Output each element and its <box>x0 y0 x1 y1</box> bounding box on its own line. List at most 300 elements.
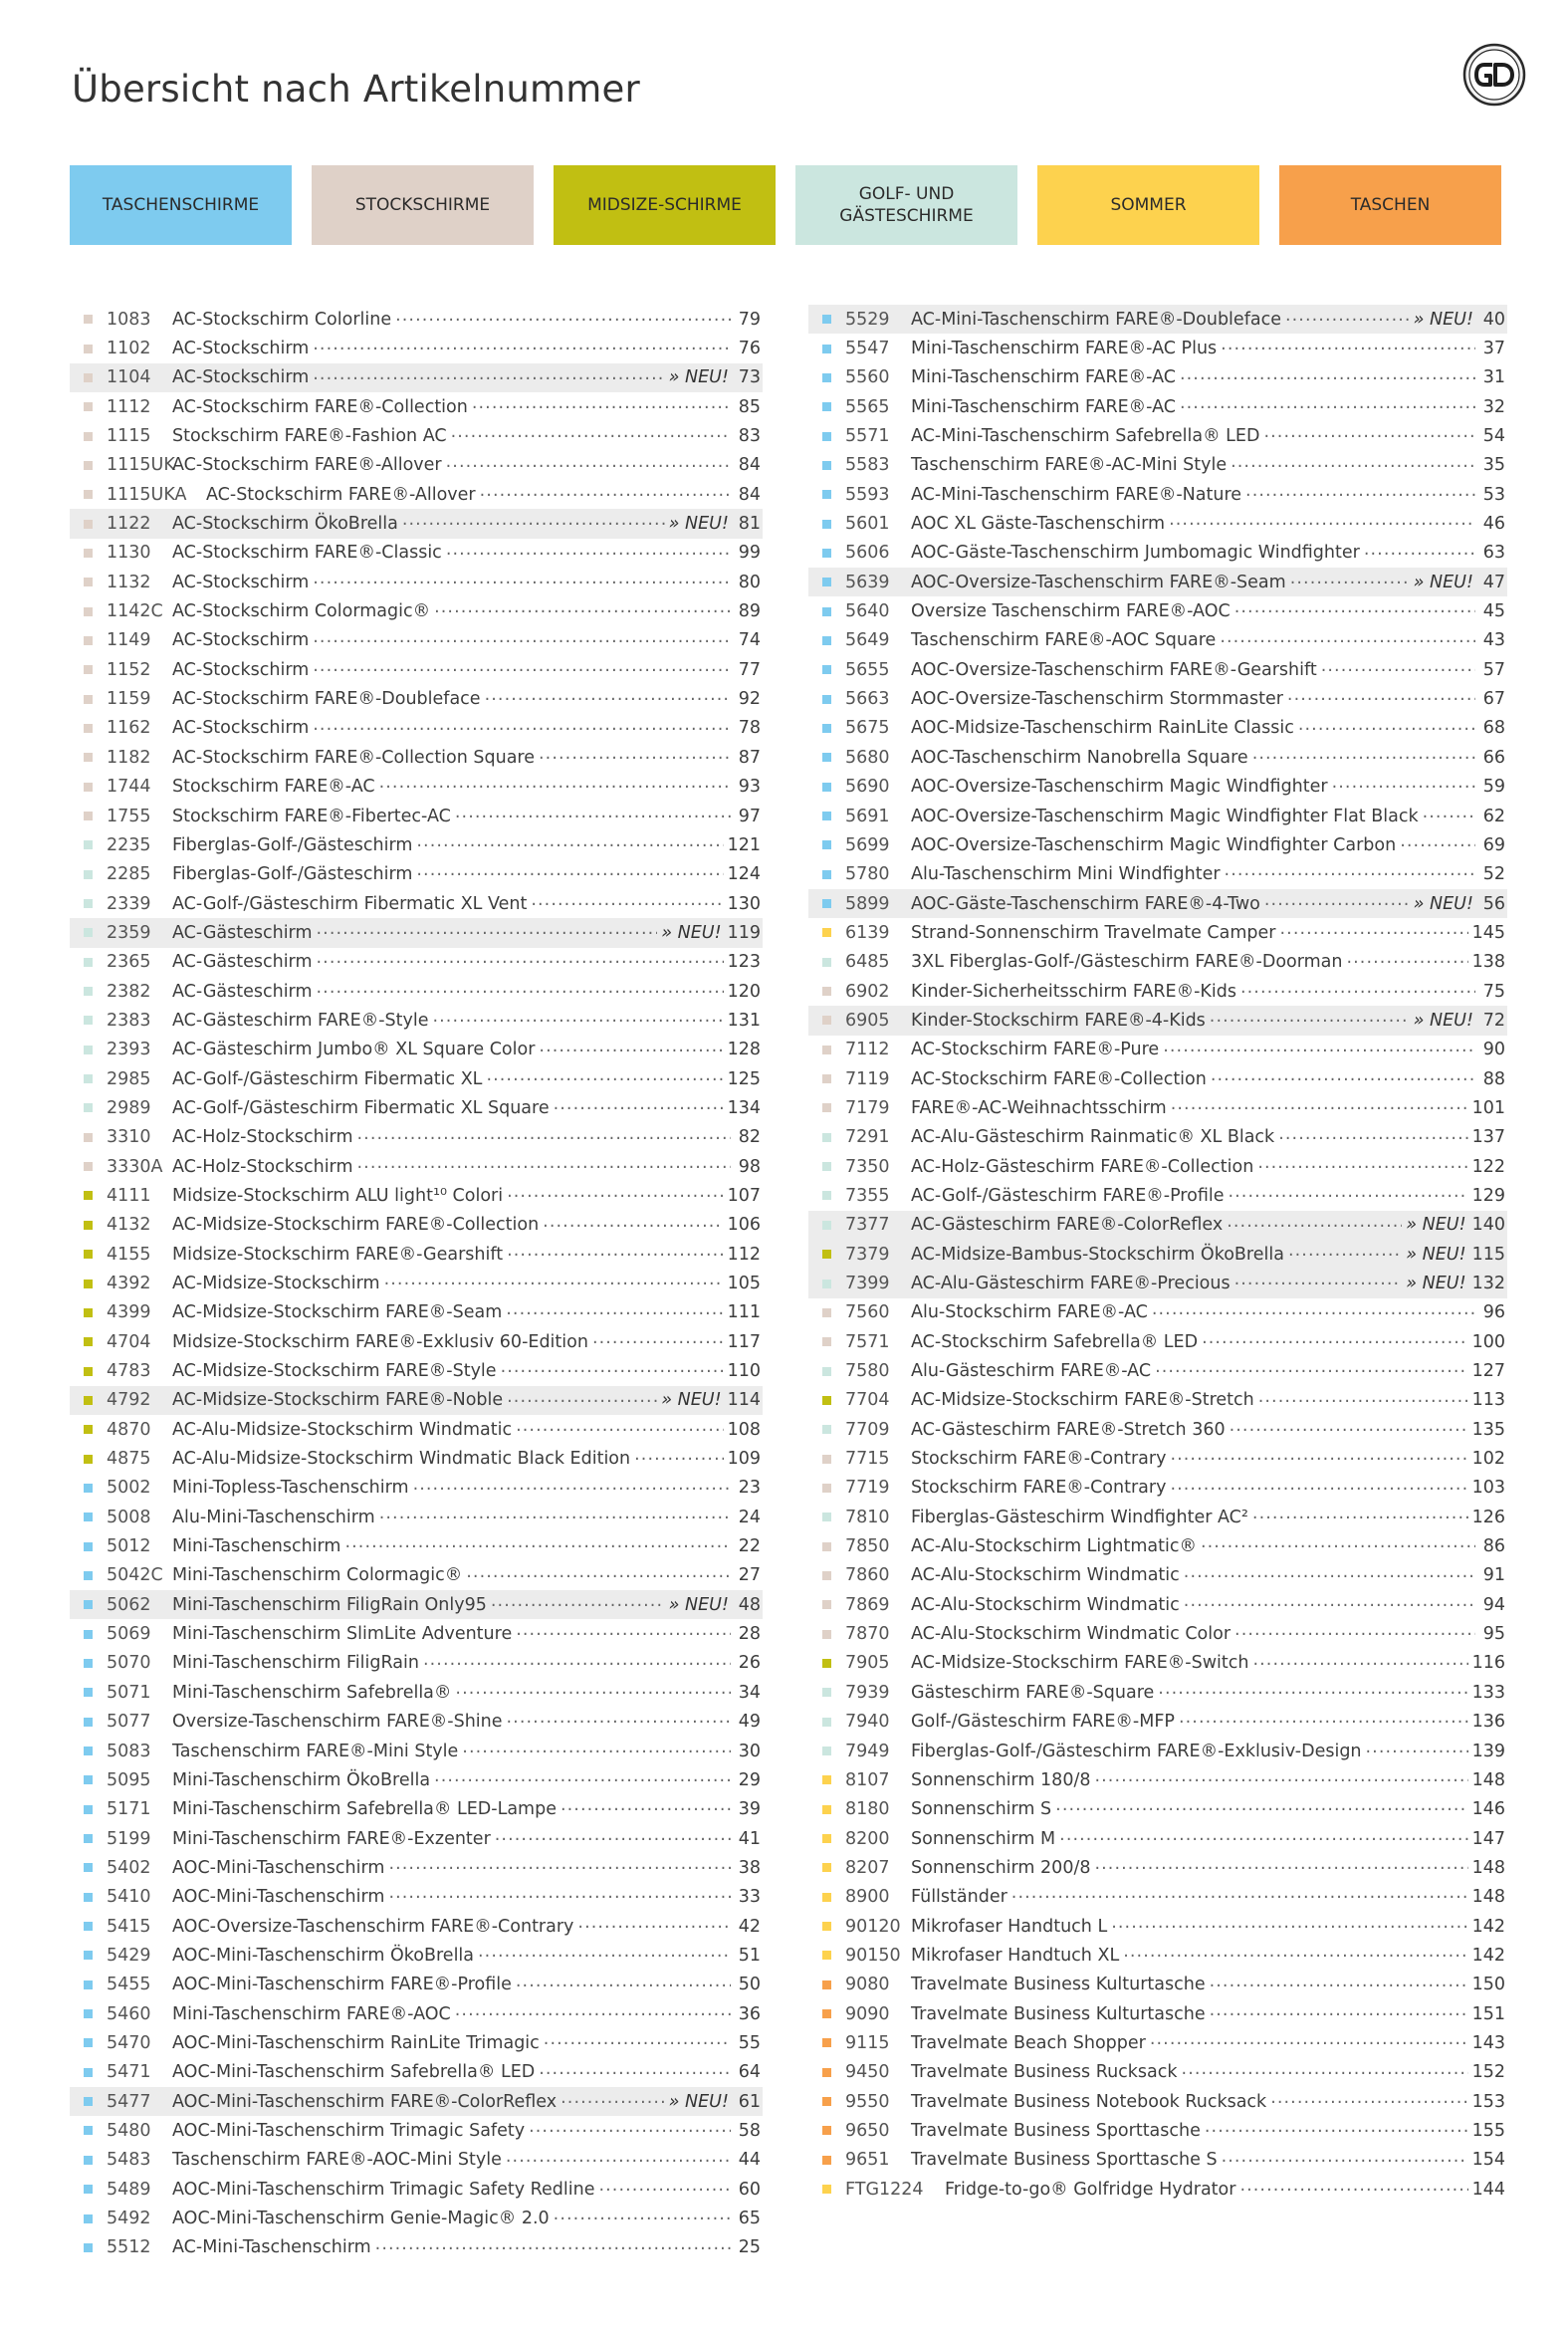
article-name: AC-Stockschirm FARE®-Collection <box>172 396 468 417</box>
article-name: Füllständer <box>911 1887 1008 1908</box>
article-number: 5593 <box>845 484 890 505</box>
article-number: 7179 <box>845 1097 890 1118</box>
list-item <box>808 451 1507 480</box>
article-number: 5402 <box>107 1857 151 1878</box>
list-item <box>808 1415 1507 1444</box>
article-name: AC-Gästeschirm <box>172 922 313 943</box>
page-number: 79 <box>738 309 761 330</box>
category-marker-icon <box>822 373 831 382</box>
page-number: 126 <box>1471 1507 1505 1527</box>
leader-dots <box>1158 1681 1467 1699</box>
leader-dots <box>413 1477 731 1495</box>
category-marker-icon <box>84 1834 93 1843</box>
category-marker-icon <box>84 840 93 849</box>
category-marker-icon <box>822 870 831 879</box>
leader-dots <box>598 2178 731 2196</box>
page-number: 27 <box>738 1565 761 1586</box>
page-number: 137 <box>1471 1127 1505 1148</box>
article-name: Travelmate Business Kulturtasche <box>911 1975 1206 1995</box>
list-item <box>808 1181 1507 1210</box>
article-number: 4783 <box>107 1361 151 1382</box>
leader-dots <box>1245 483 1475 501</box>
article-name: AC-Golf-/Gästeschirm Fibermatic XL Vent <box>172 893 528 914</box>
category-marker-icon <box>84 315 93 324</box>
leader-dots <box>1258 1389 1468 1407</box>
category-marker-icon <box>84 1542 93 1551</box>
page-number: 145 <box>1471 922 1505 943</box>
article-name: AC-Stockschirm FARE®-Classic <box>172 543 442 564</box>
leader-dots <box>1179 1710 1468 1728</box>
list-item <box>70 743 763 772</box>
page-number: 35 <box>1482 455 1505 476</box>
leader-dots <box>507 1184 724 1202</box>
page-number: 113 <box>1471 1390 1505 1411</box>
list-item <box>808 1269 1507 1297</box>
list-item <box>808 1386 1507 1415</box>
article-number: 5477 <box>107 2091 151 2112</box>
leader-dots <box>1364 542 1475 560</box>
leader-dots <box>1201 1534 1475 1552</box>
category-marker-icon <box>84 345 93 353</box>
article-list-left <box>70 305 763 2262</box>
article-name: AC-Stockschirm Safebrella® LED <box>911 1331 1199 1352</box>
list-item <box>808 977 1507 1006</box>
article-number: 5070 <box>107 1653 151 1674</box>
article-name: AC-Holz-Gästeschirm FARE®-Collection <box>911 1156 1254 1177</box>
article-number: 4875 <box>107 1449 151 1470</box>
category-marker-icon <box>822 665 831 674</box>
category-marker-icon <box>84 1425 93 1434</box>
article-number: 9450 <box>845 2062 890 2083</box>
article-name: AC-Golf-/Gästeschirm FARE®-Profile <box>911 1185 1225 1206</box>
page-number: 89 <box>738 601 761 622</box>
new-badge: » NEU! <box>661 922 722 943</box>
category-marker-icon <box>822 1046 831 1054</box>
list-item <box>808 1561 1507 1590</box>
article-number: 7870 <box>845 1624 890 1645</box>
article-name: Kinder-Stockschirm FARE®-4-Kids <box>911 1010 1206 1031</box>
article-name: Sonnenschirm 200/8 <box>911 1857 1091 1878</box>
leader-dots <box>1170 1447 1467 1465</box>
article-number: 1102 <box>107 339 151 359</box>
leader-dots <box>554 2207 731 2224</box>
page-number: 111 <box>727 1302 761 1323</box>
category-marker-icon <box>84 899 93 908</box>
article-name: Mini-Taschenschirm FiligRain Only95 <box>172 1594 487 1615</box>
list-item <box>70 1269 763 1297</box>
category-golf-und-gästeschirme <box>795 165 1017 245</box>
leader-dots <box>1094 1768 1467 1786</box>
leader-dots <box>1332 775 1475 793</box>
article-name: AOC-Oversize-Taschenschirm Magic Windfighter <box>911 777 1328 798</box>
leader-dots <box>1169 512 1475 530</box>
article-name: AC-Alu-Midsize-Stockschirm Windmatic Black Edition <box>172 1449 631 1470</box>
leader-dots <box>1234 1272 1403 1289</box>
list-item <box>70 1971 763 1999</box>
article-name: AC-Gästeschirm FARE®-ColorReflex <box>911 1215 1224 1236</box>
leader-dots <box>357 1126 732 1144</box>
category-label: MIDSIZE-SCHIRME <box>587 195 742 215</box>
leader-dots <box>1210 2002 1468 2020</box>
article-number: FTG1224 <box>845 2179 924 2200</box>
article-name: Alu-Stockschirm FARE®-AC <box>911 1302 1148 1323</box>
leader-dots <box>1252 746 1475 764</box>
category-marker-icon <box>822 461 831 470</box>
leader-dots <box>1155 1359 1468 1377</box>
article-name: Fiberglas-Golf-/Gästeschirm <box>172 834 413 855</box>
new-badge: » NEU! <box>1413 572 1473 592</box>
leader-dots <box>395 308 731 326</box>
list-item <box>70 1912 763 1941</box>
company-logo <box>1462 43 1526 107</box>
page-number: 155 <box>1471 2120 1505 2141</box>
article-number: 5529 <box>845 309 890 330</box>
leader-dots <box>539 746 731 764</box>
category-marker-icon <box>84 2185 93 2194</box>
list-item <box>70 1036 763 1064</box>
leader-dots <box>560 2090 665 2108</box>
list-item <box>70 1181 763 1210</box>
leader-dots <box>544 2031 731 2049</box>
leader-dots <box>1227 1214 1402 1232</box>
page-number: 64 <box>738 2062 761 2083</box>
page-number: 152 <box>1471 2062 1505 2083</box>
list-item <box>70 1415 763 1444</box>
category-marker-icon <box>822 1747 831 1755</box>
article-name: AC-Stockschirm FARE®-Allover <box>206 484 476 505</box>
page-number: 46 <box>1482 514 1505 535</box>
category-marker-icon <box>822 2097 831 2106</box>
leader-dots <box>516 1622 731 1640</box>
leader-dots <box>462 1740 731 1757</box>
list-item <box>808 1590 1507 1619</box>
list-item <box>70 1678 763 1707</box>
category-taschen <box>1279 165 1501 245</box>
page-number: 68 <box>1482 718 1505 739</box>
article-name: AC-Mini-Taschenschirm Safebrella® LED <box>911 426 1260 447</box>
article-number: 7719 <box>845 1478 890 1499</box>
leader-dots <box>1210 1974 1468 1991</box>
article-name: Alu-Taschenschirm Mini Windfighter <box>911 864 1221 885</box>
page-number: 124 <box>727 864 761 885</box>
page-number: 62 <box>1482 806 1505 826</box>
article-name: Gästeschirm FARE®-Square <box>911 1682 1155 1703</box>
article-name: AOC-Oversize-Taschenschirm Magic Windfighter Flat Black <box>911 806 1419 826</box>
category-marker-icon <box>84 2243 93 2252</box>
article-number: 2359 <box>107 922 151 943</box>
page-number: 31 <box>1482 367 1505 388</box>
list-item <box>808 1883 1507 1912</box>
page-number: 88 <box>1482 1068 1505 1089</box>
article-number: 9650 <box>845 2120 890 2141</box>
leader-dots <box>1263 424 1475 442</box>
article-name: AC-Alu-Stockschirm Windmatic Color <box>911 1624 1232 1645</box>
article-name: AOC-Mini-Taschenschirm RainLite Trimagic <box>172 2032 540 2053</box>
category-marker-icon <box>822 1863 831 1872</box>
page-number: 53 <box>1482 484 1505 505</box>
category-marker-icon <box>84 373 93 382</box>
leader-dots <box>1152 1301 1475 1319</box>
list-item <box>808 743 1507 772</box>
article-number: 5470 <box>107 2032 151 2053</box>
article-number: 8107 <box>845 1769 890 1790</box>
list-item <box>70 451 763 480</box>
leader-dots <box>416 833 723 851</box>
category-marker-icon <box>84 812 93 820</box>
article-name: Stockschirm FARE®-Fibertec-AC <box>172 806 451 826</box>
article-number: 2393 <box>107 1040 151 1060</box>
page-number: 32 <box>1482 396 1505 417</box>
page-number: 54 <box>1482 426 1505 447</box>
category-marker-icon <box>84 928 93 937</box>
leader-dots <box>531 892 723 910</box>
page-number: 134 <box>727 1097 761 1118</box>
category-marker-icon <box>822 1221 831 1230</box>
category-marker-icon <box>822 840 831 849</box>
list-item <box>808 2116 1507 2145</box>
list-item <box>70 1211 763 1240</box>
page-number: 142 <box>1471 1916 1505 1937</box>
category-marker-icon <box>84 1016 93 1025</box>
leader-dots <box>388 1856 731 1874</box>
article-number: 5077 <box>107 1712 151 1733</box>
article-number: 5199 <box>107 1828 151 1849</box>
category-marker-icon <box>822 2009 831 2018</box>
category-marker-icon <box>822 432 831 441</box>
leader-dots <box>1059 1827 1467 1845</box>
leader-dots <box>491 1593 665 1611</box>
article-number: 7939 <box>845 1682 890 1703</box>
page-number: 38 <box>738 1857 761 1878</box>
category-marker-icon <box>84 665 93 674</box>
list-item <box>808 539 1507 568</box>
page-number: 67 <box>1482 689 1505 710</box>
article-name: AC-Stockschirm FARE®-Collection Square <box>172 747 536 768</box>
article-name: Travelmate Business Kulturtasche <box>911 2003 1206 2024</box>
category-marker-icon <box>822 1308 831 1317</box>
leader-dots <box>1252 1506 1468 1523</box>
article-number: 5691 <box>845 806 890 826</box>
page-number: 84 <box>738 484 761 505</box>
article-name: Kinder-Sicherheitsschirm FARE®-Kids <box>911 981 1236 1002</box>
category-marker-icon <box>84 1775 93 1784</box>
leader-dots <box>1221 337 1475 354</box>
category-marker-icon <box>822 1484 831 1493</box>
page-number: 97 <box>738 806 761 826</box>
article-number: 5042C <box>107 1565 163 1586</box>
category-marker-icon <box>822 2156 831 2165</box>
category-taschenschirme <box>70 165 292 245</box>
list-item <box>70 1795 763 1824</box>
list-item <box>808 1356 1507 1385</box>
leader-dots <box>455 1681 731 1699</box>
article-number: 5002 <box>107 1478 151 1499</box>
list-item <box>70 714 763 743</box>
category-marker-icon <box>84 2009 93 2018</box>
article-number: 2285 <box>107 864 151 885</box>
list-item <box>70 1853 763 1882</box>
article-number: 6485 <box>845 952 890 973</box>
leader-dots <box>1182 2061 1468 2079</box>
category-marker-icon <box>84 783 93 792</box>
article-number: 4792 <box>107 1390 151 1411</box>
category-marker-icon <box>822 1688 831 1697</box>
list-item <box>70 1123 763 1152</box>
article-number: 7379 <box>845 1244 890 1265</box>
list-item <box>70 392 763 421</box>
article-name: Fridge-to-go® Golfridge Hydrator <box>945 2179 1236 2200</box>
category-label: TASCHEN <box>1350 195 1431 215</box>
category-marker-icon <box>84 2097 93 2106</box>
category-marker-icon <box>84 1367 93 1376</box>
article-name: AC-Gästeschirm Jumbo® XL Square Color <box>172 1040 536 1060</box>
article-number: 7905 <box>845 1653 890 1674</box>
article-name: Mini-Taschenschirm FARE®-AOC <box>172 2003 451 2024</box>
article-name: AC-Stockschirm <box>172 367 310 388</box>
leader-dots <box>507 1710 731 1728</box>
new-badge: » NEU! <box>1406 1215 1466 1236</box>
page-number: 153 <box>1471 2091 1505 2112</box>
leader-dots <box>486 1067 723 1085</box>
category-marker-icon <box>822 928 831 937</box>
leader-dots <box>1111 1915 1467 1933</box>
article-name: AC-Mini-Taschenschirm <box>172 2237 371 2258</box>
category-marker-icon <box>822 812 831 820</box>
list-item <box>808 1765 1507 1794</box>
leader-dots <box>313 658 731 676</box>
article-name: Fiberglas-Golf-/Gästeschirm FARE®-Exklusiv-Design <box>911 1741 1362 1761</box>
article-number: 4111 <box>107 1185 151 1206</box>
leader-dots <box>1171 1096 1468 1114</box>
leader-dots <box>313 629 731 647</box>
article-number: 6902 <box>845 981 890 1002</box>
list-item <box>808 392 1507 421</box>
article-name: Stockschirm FARE®-Fashion AC <box>172 426 447 447</box>
list-item <box>808 918 1507 947</box>
category-marker-icon <box>84 958 93 967</box>
article-number: 4132 <box>107 1215 151 1236</box>
article-name: 3XL Fiberglas-Golf-/Gästeschirm FARE®-Doorman <box>911 952 1343 973</box>
leader-dots <box>1366 1740 1468 1757</box>
article-number: 6905 <box>845 1010 890 1031</box>
list-item <box>808 363 1507 392</box>
article-name: Alu-Gästeschirm FARE®-AC <box>911 1361 1152 1382</box>
category-label: GOLF- UND GÄSTESCHIRME <box>839 184 974 226</box>
article-number: 9651 <box>845 2150 890 2171</box>
article-name: AC-Gästeschirm <box>172 981 313 1002</box>
category-marker-icon <box>822 1571 831 1580</box>
leader-dots <box>1270 2090 1467 2108</box>
page-number: 76 <box>738 339 761 359</box>
list-item <box>808 596 1507 625</box>
leader-dots <box>1170 1477 1467 1495</box>
article-number: 5699 <box>845 834 890 855</box>
page-number: 25 <box>738 2237 761 2258</box>
list-item <box>70 363 763 392</box>
list-item <box>70 1386 763 1415</box>
leader-dots <box>466 1564 731 1582</box>
article-name: AOC-Gäste-Taschenschirm Jumbomagic Windfighter <box>911 543 1360 564</box>
page-number: 120 <box>727 981 761 1002</box>
list-item <box>808 1444 1507 1473</box>
article-name: AOC XL Gäste-Taschenschirm <box>911 514 1166 535</box>
article-name: AC-Alu-Stockschirm Windmatic <box>911 1594 1180 1615</box>
page-number: 110 <box>727 1361 761 1382</box>
article-number: 1122 <box>107 514 151 535</box>
category-marker-icon <box>84 1133 93 1142</box>
article-number: 2383 <box>107 1010 151 1031</box>
leader-dots <box>1205 2119 1468 2137</box>
new-badge: » NEU! <box>1413 893 1473 914</box>
leader-dots <box>379 1506 731 1523</box>
list-item <box>808 2146 1507 2175</box>
leader-dots <box>313 571 731 588</box>
category-marker-icon <box>822 1718 831 1727</box>
article-name: AC-Stockschirm FARE®-Doubleface <box>172 689 481 710</box>
article-name: Stockschirm FARE®-AC <box>172 777 375 798</box>
list-item <box>70 1064 763 1093</box>
article-name: AC-Holz-Stockschirm <box>172 1156 353 1177</box>
page-number: 129 <box>1471 1185 1505 1206</box>
page-number: 85 <box>738 396 761 417</box>
article-name: Midsize-Stockschirm FARE®-Gearshift <box>172 1244 504 1265</box>
category-marker-icon <box>84 1280 93 1288</box>
leader-dots <box>1150 2031 1468 2049</box>
article-number: 5071 <box>107 1682 151 1703</box>
page-number: 109 <box>727 1449 761 1470</box>
category-marker-icon <box>84 753 93 762</box>
page-number: 116 <box>1471 1653 1505 1674</box>
list-item <box>70 596 763 625</box>
page-number: 57 <box>1482 659 1505 680</box>
article-number: 5069 <box>107 1624 151 1645</box>
article-name: AOC-Mini-Taschenschirm ÖkoBrella <box>172 1945 475 1966</box>
page-title: Übersicht nach Artikelnummer <box>72 68 640 111</box>
category-marker-icon <box>822 1396 831 1405</box>
leader-dots <box>478 1944 731 1962</box>
new-badge: » NEU! <box>668 1594 729 1615</box>
leader-dots <box>1346 950 1467 968</box>
list-item <box>70 1327 763 1356</box>
article-name: Mini-Taschenschirm FARE®-AC <box>911 367 1176 388</box>
page-number: 60 <box>738 2179 761 2200</box>
list-item <box>808 1298 1507 1327</box>
article-number: 7810 <box>845 1507 890 1527</box>
list-item <box>808 305 1507 334</box>
list-item <box>808 1795 1507 1824</box>
article-name: AC-Stockschirm Colormagic® <box>172 601 431 622</box>
article-name: AC-Stockschirm FARE®-Allover <box>172 455 442 476</box>
page-number: 108 <box>727 1419 761 1440</box>
page-number: 87 <box>738 747 761 768</box>
category-marker-icon <box>822 1600 831 1609</box>
article-number: 1112 <box>107 396 151 417</box>
list-item <box>70 889 763 918</box>
article-number: 7291 <box>845 1127 890 1148</box>
article-number: 9550 <box>845 2091 890 2112</box>
article-name: Mini-Topless-Taschenschirm <box>172 1478 409 1499</box>
list-item <box>70 1240 763 1269</box>
page-number: 59 <box>1482 777 1505 798</box>
leader-dots <box>472 395 731 413</box>
new-badge: » NEU! <box>1413 1010 1473 1031</box>
category-marker-icon <box>84 520 93 529</box>
category-marker-icon <box>822 1337 831 1346</box>
leader-dots <box>634 1447 723 1465</box>
category-midsize-schirme <box>554 165 776 245</box>
category-marker-icon <box>822 695 831 704</box>
category-marker-icon <box>84 1337 93 1346</box>
